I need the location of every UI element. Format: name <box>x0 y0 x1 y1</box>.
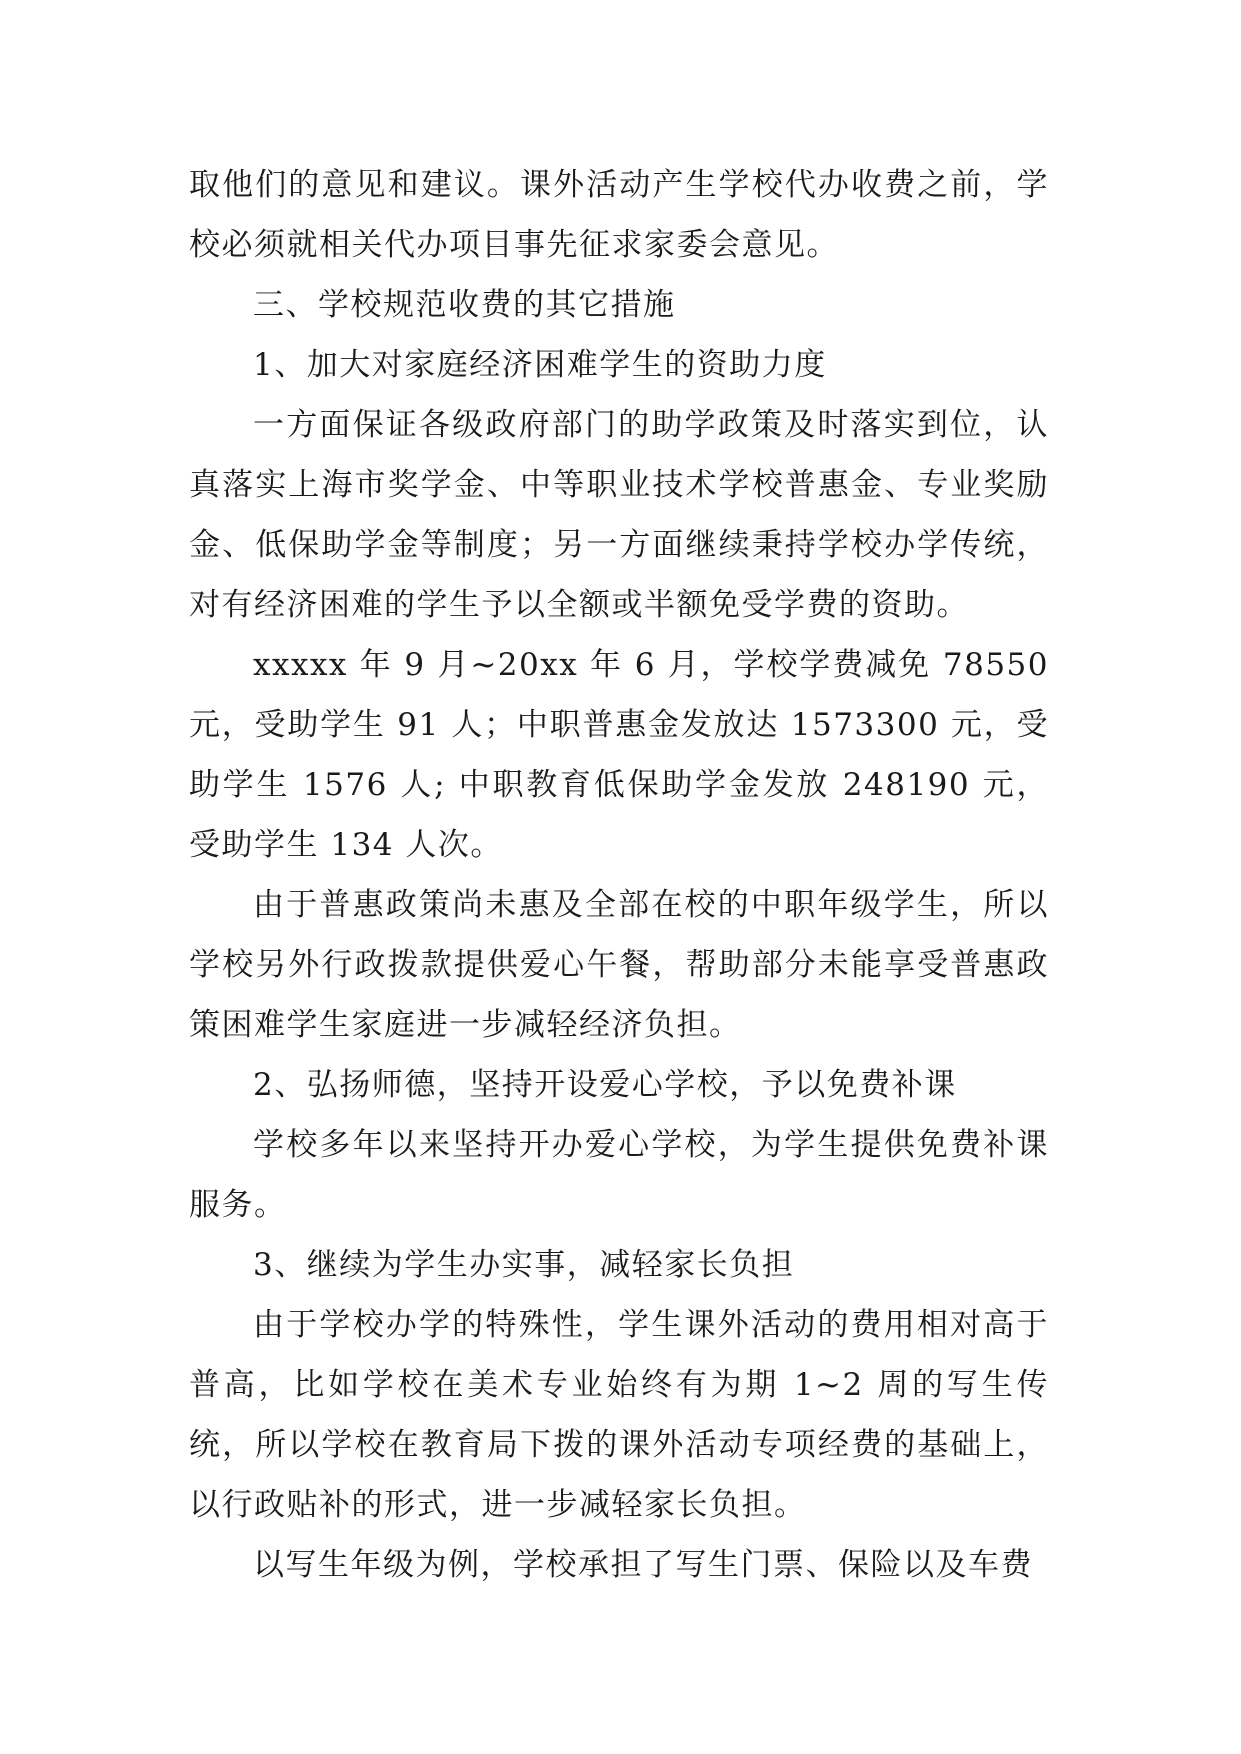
section-heading-3: 三、学校规范收费的其它措施 <box>253 287 676 323</box>
paragraph-2: 一方面保证各级政府部门的助学政策及时落实到位，认真落实上海市奖学金、中等职业技术学校普惠金、专业奖励金、低保助学金等制度；另一方面继续秉持学校办学传统，对有经济困难的学生予以全额或半额免受学费的资助。 <box>189 407 1049 623</box>
paragraph-1: 取他们的意见和建议。课外活动产生学校代办收费之前，学校必须就相关代办项目事先征求家委会意见。 <box>189 167 1049 263</box>
paragraph-6: 由于学校办学的特殊性，学生课外活动的费用相对高于普高，比如学校在美术专业始终有为期 1~2 周的写生传统，所以学校在教育局下拨的课外活动专项经费的基础上，以行政贴补的形式，进一步减轻家长负担。 <box>189 1307 1049 1523</box>
document-body <box>189 155 1049 1595</box>
paragraph-3: xxxxx 年 9 月~20xx 年 6 月，学校学费减免 78550 元，受助学生 91 人；中职普惠金发放达 1573300 元，受助学生 1576 人; 中职教育低保助学金发放 248190 元，受助学生 134 人次。 <box>189 647 1049 863</box>
subheading-3: 3、继续为学生办实事，减轻家长负担 <box>253 1247 795 1283</box>
subheading-1: 1、加大对家庭经济困难学生的资助力度 <box>253 347 827 383</box>
paragraph-4: 由于普惠政策尚未惠及全部在校的中职年级学生，所以学校另外行政拨款提供爱心午餐，帮助部分未能享受普惠政策困难学生家庭进一步减轻经济负担。 <box>189 887 1049 1043</box>
subheading-2: 2、弘扬师德，坚持开设爱心学校，予以免费补课 <box>253 1067 957 1103</box>
paragraph-7: 以写生年级为例，学校承担了写生门票、保险以及车费 <box>253 1547 1033 1583</box>
paragraph-5: 学校多年以来坚持开办爱心学校，为学生提供免费补课服务。 <box>189 1127 1049 1223</box>
